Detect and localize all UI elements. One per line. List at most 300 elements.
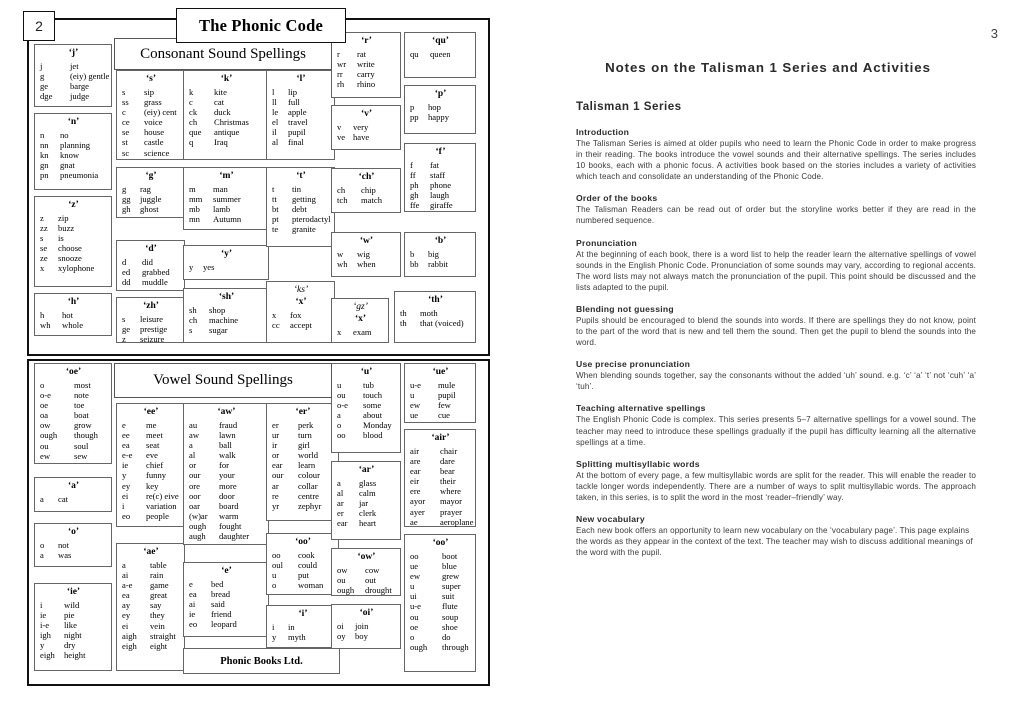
spelling-row [189,470,264,480]
example-word: (eiy) gentle [70,71,110,82]
grapheme: augh [189,531,206,542]
example-word: pupil [438,390,456,401]
example-word: myth [288,632,306,643]
spelling-row [272,460,334,470]
spelling-row [189,262,264,272]
example-word: collar [298,480,318,491]
example-word: muddle [142,277,168,288]
example-word: know [60,150,80,161]
grapheme: a-e [122,580,133,591]
consonant-box-th [394,291,476,343]
grapheme: u [272,570,277,581]
example-word: cat [214,97,225,108]
example-word: that (voiced) [420,318,464,329]
example-word: science [144,147,170,158]
grapheme: ar [337,498,344,509]
example-word: rain [150,570,164,581]
spelling-row [40,540,107,550]
sound-label: ‘a’ [67,481,80,491]
example-word: bed [211,579,224,589]
spelling-row [337,195,396,205]
spelling-rows [272,310,330,330]
vowel-box-oo-short [266,533,339,595]
grapheme: u-e [410,380,421,390]
grapheme: e [189,579,193,589]
spelling-row [40,640,107,650]
grapheme: ge [40,81,49,92]
consonant-box-m [183,167,269,230]
spelling-row [410,190,471,200]
grapheme: s [189,325,193,336]
example-word: world [298,450,319,461]
example-word: warm [219,510,239,521]
vowel-box-aw [183,403,269,545]
grapheme: cc [272,320,280,331]
example-word: machine [209,315,239,326]
spelling-rows [122,560,180,651]
grapheme: u [410,390,415,401]
spelling-row [122,491,180,501]
vowel-box-ee [116,403,185,527]
sound-label: ‘o’ [67,527,80,537]
grapheme: wr [337,59,347,70]
grapheme: zz [40,223,48,234]
grapheme: ss [122,97,129,108]
spelling-row [122,600,180,610]
example-word: some [363,400,382,411]
example-word: house [144,127,165,138]
example-word: glass [359,478,377,488]
spelling-row [272,450,334,460]
spelling-row [122,481,180,491]
example-word: getting [292,194,316,205]
spelling-row [189,137,264,147]
example-word: mule [438,380,456,390]
spelling-row [272,87,330,97]
spelling-row [410,622,471,632]
grapheme: or [189,460,197,471]
spelling-row [122,148,180,158]
example-word: people [146,510,169,521]
example-word: castle [144,137,164,148]
spelling-row [40,81,107,91]
consonant-box-ch [331,168,401,213]
grapheme: o [40,540,45,550]
grapheme: dge [40,91,53,102]
grapheme: ea [122,440,130,451]
spelling-row [40,494,107,504]
grapheme: ie [122,460,129,471]
spelling-row [189,430,264,440]
sound-label: ‘gz’ [353,302,368,312]
example-word: grow [74,420,92,431]
spelling-row [272,440,334,450]
spelling-row [272,184,330,194]
spelling-rows [410,49,471,59]
grapheme: al [337,488,344,499]
vowel-box-er [266,403,339,521]
spelling-rows [189,184,264,224]
grapheme: ew [40,450,51,461]
spelling-row [337,488,396,498]
spelling-row [189,481,264,491]
example-word: door [219,490,235,501]
spelling-row [122,590,180,600]
sound-label: ‘v’ [360,109,373,119]
vowel-box-ar [331,461,401,540]
sound-label: ‘f’ [435,147,446,157]
spelling-row [40,61,107,71]
grapheme: g [40,71,45,82]
spelling-row [410,400,471,410]
spelling-row [40,233,107,243]
consonant-box-sh [183,288,269,343]
sound-label: ‘h’ [67,297,80,307]
example-word: fox [290,310,302,320]
notes-section-heading: Use precise pronunciation [576,359,691,370]
sound-label: ‘oi’ [359,608,374,618]
example-word: bear [440,466,455,477]
grapheme: ey [122,480,131,491]
spelling-row [189,214,264,224]
vowel-box-oi [331,604,401,649]
example-word: colour [298,470,320,481]
sound-label: ‘ie’ [66,587,81,597]
example-word: blue [442,561,457,572]
grapheme: yr [272,500,280,511]
spelling-row [122,501,180,511]
spelling-rows [410,380,471,420]
spelling-row [337,631,396,641]
grapheme: er [337,508,344,519]
example-word: fought [219,520,242,531]
grapheme: i [40,600,43,610]
example-word: rat [357,49,367,59]
grapheme: eigh [40,650,55,661]
spelling-row [40,430,107,440]
sound-label: ‘i’ [298,609,308,619]
grapheme: o-e [40,390,51,401]
consonant-box-t [266,167,335,247]
spelling-rows [189,579,264,629]
spelling-row [122,621,180,631]
grapheme: ou [337,575,346,586]
spelling-row [189,531,264,541]
grapheme: z [40,213,44,223]
grapheme: o [272,580,277,591]
spelling-row [337,410,396,420]
example-word: in [288,622,295,632]
example-word: grabbed [142,267,170,278]
right-page-notes [512,0,1024,724]
example-word: table [150,560,167,570]
grapheme: ough [337,585,355,596]
spelling-row [337,249,396,259]
spelling-rows [337,185,396,205]
spelling-row [189,589,264,599]
grapheme: oar [189,500,200,511]
spelling-row [40,213,107,223]
spelling-rows [337,478,396,528]
spelling-row [410,170,471,180]
spelling-row [272,194,330,204]
vowel-box-u [331,363,401,453]
spelling-rows [189,262,264,272]
grapheme: ore [189,480,200,491]
example-word: variation [146,500,177,511]
example-word: travel [288,117,308,128]
example-word: moth [420,308,438,318]
sound-label: ‘th’ [428,295,443,305]
example-word: say [150,600,162,611]
sound-label: ‘ae’ [143,547,159,557]
spelling-rows [40,494,107,504]
spelling-row [189,97,264,107]
grapheme: ew [410,571,421,582]
spelling-row [189,87,264,97]
grapheme: se [122,127,130,138]
grapheme: oe [40,400,49,411]
grapheme: m [189,184,196,194]
example-word: where [440,486,461,497]
grapheme: c [189,97,193,108]
spelling-row [122,97,180,107]
spelling-row [40,150,107,160]
grapheme: ew [410,400,421,411]
grapheme: x [40,263,45,274]
sound-label: ‘oe’ [65,367,82,377]
spelling-row [337,49,396,59]
vowel-box-ue [404,363,476,423]
example-word: big [428,249,439,259]
example-word: happy [428,112,450,123]
grapheme: bt [272,204,279,215]
grapheme: i-e [40,620,50,631]
example-word: rag [140,184,151,194]
vowel-box-o [34,523,112,567]
example-word: their [440,476,456,487]
spelling-row [122,420,180,430]
spelling-row [40,170,107,180]
consonant-box-h [34,293,112,336]
example-word: blood [363,430,383,441]
grapheme: s [122,314,126,324]
spelling-row [410,516,474,527]
notes-section-body: At the bottom of every page, a few multisyllabic words are split for the reader. This will enable the reader to tackle longer words independently. There are a number of ways to split multisyllabic words. The approach taken, in this series, is to split the word in the most ‘reader–friendly’ way. [576,470,976,502]
spelling-rows [122,184,180,214]
spelling-row [189,521,264,531]
spelling-row [40,71,110,82]
spelling-row [400,318,471,328]
spelling-row [337,518,396,528]
grapheme: ff [410,170,416,181]
spelling-rows [337,122,396,142]
example-word: eight [150,640,168,651]
example-word: cat [58,494,69,504]
example-word: friend [211,609,232,620]
example-word: jet [70,61,79,71]
spelling-row [337,420,396,430]
spelling-row [122,631,180,641]
example-word: yes [203,262,215,272]
spelling-row [272,470,334,480]
example-word: voice [144,117,163,128]
grapheme: c [122,107,126,118]
spelling-row [189,511,264,521]
spelling-row [272,320,330,330]
grapheme: o [40,380,45,390]
example-word: board [219,500,239,511]
vowel-band-label: Vowel Sound Spellings [114,363,332,398]
grapheme: q [189,137,194,148]
example-word: sugar [209,325,228,336]
spelling-row [410,446,471,456]
spelling-row [189,204,264,214]
example-word: whole [62,320,84,331]
spelling-row [40,253,107,263]
example-word: fraud [219,420,238,430]
grapheme: i [122,500,125,511]
grapheme: ou [410,611,419,622]
example-word: pie [64,610,75,621]
example-word: join [355,621,369,631]
spelling-rows [189,305,264,335]
grapheme: p [410,102,415,112]
example-word: drought [365,585,392,596]
right-page-number: 3 [990,26,998,41]
example-word: game [150,580,169,591]
grapheme: oo [272,550,281,560]
example-word: write [357,59,375,70]
grapheme: y [272,632,277,643]
grapheme: v [337,122,342,132]
spelling-row [410,507,471,517]
spelling-row [272,214,330,224]
grapheme: ui [410,591,417,602]
grapheme: i [272,622,275,632]
spelling-row [122,87,180,97]
vowel-box-e [183,562,269,637]
grapheme: ue [410,561,419,572]
spelling-row [337,508,396,518]
example-word: granite [292,224,316,235]
consonant-box-v [331,105,401,150]
example-word: boat [74,410,89,421]
grapheme: ei [122,620,129,631]
grapheme: tch [337,195,348,206]
grapheme: ear [337,518,348,529]
spelling-rows [122,314,180,344]
grapheme: ce [122,117,130,128]
example-word: jar [359,498,369,509]
spelling-row [410,160,471,170]
spelling-row [122,267,180,277]
spelling-row [122,137,180,147]
example-word: rabbit [428,259,449,270]
spelling-row [337,259,396,269]
spelling-rows [40,213,107,274]
spelling-row [189,184,264,194]
example-word: buzz [58,223,75,234]
example-word: match [361,195,382,206]
grapheme: u [410,581,415,592]
grapheme: kn [40,150,49,161]
example-word: carry [357,69,375,80]
spelling-row [337,400,396,410]
grapheme: mb [189,204,200,215]
notes-section-body: Pupils should be encouraged to blend the sounds into words. If there are spellings they do not know, point to the part of the word that is new and tell them the sound. Then get the pupil to blend the sounds into the word. [576,315,976,348]
spelling-row [410,486,471,496]
grapheme: gn [40,160,49,171]
spelling-row [40,223,107,233]
example-word: snooze [58,253,82,264]
spelling-row [122,570,180,580]
spelling-row [410,561,471,571]
spelling-row [272,107,330,117]
spelling-row [337,59,396,69]
spelling-rows [410,160,471,210]
spelling-row [410,601,471,611]
spelling-row [410,466,471,476]
spelling-row [40,620,107,630]
spelling-row [337,327,384,337]
spelling-row [40,380,107,390]
grapheme: pt [272,214,279,225]
example-word: funny [146,470,167,481]
grapheme: ough [189,520,207,531]
spelling-row [337,380,396,390]
example-word: prayer [440,506,462,517]
grapheme: or [272,450,280,461]
example-word: wig [357,249,370,259]
example-word: xylophone [58,263,95,274]
spelling-rows [122,87,180,158]
example-word: did [142,257,153,267]
spelling-row [40,390,107,400]
spelling-row [189,315,264,325]
grapheme: ae [410,516,418,527]
grapheme: que [189,127,202,138]
example-word: touch [363,390,383,401]
spelling-row [272,137,330,147]
example-word: staff [430,170,446,181]
spelling-row [122,470,180,480]
grapheme: ur [272,430,280,441]
grapheme: eo [189,619,198,630]
example-word: lip [288,87,298,97]
grapheme: y [122,470,127,481]
example-word: shoe [442,621,458,632]
spelling-rows [410,249,471,269]
spelling-row [272,430,334,440]
grapheme: ai [189,599,196,610]
grapheme: bb [410,259,419,270]
spelling-rows [272,184,330,234]
grapheme: gh [410,190,419,201]
grapheme: x [337,327,342,337]
spelling-row [337,621,396,631]
consonant-box-zh [116,297,185,343]
example-word: no [60,130,69,140]
grapheme: ayer [410,506,425,517]
example-word: grew [442,571,460,582]
example-word: do [442,631,451,642]
sound-label: ‘ch’ [358,172,375,182]
sound-label: ‘ue’ [432,367,449,377]
example-word: accept [290,320,312,331]
example-word: aeroplane [440,516,474,527]
example-word: pneumonia [60,170,99,181]
